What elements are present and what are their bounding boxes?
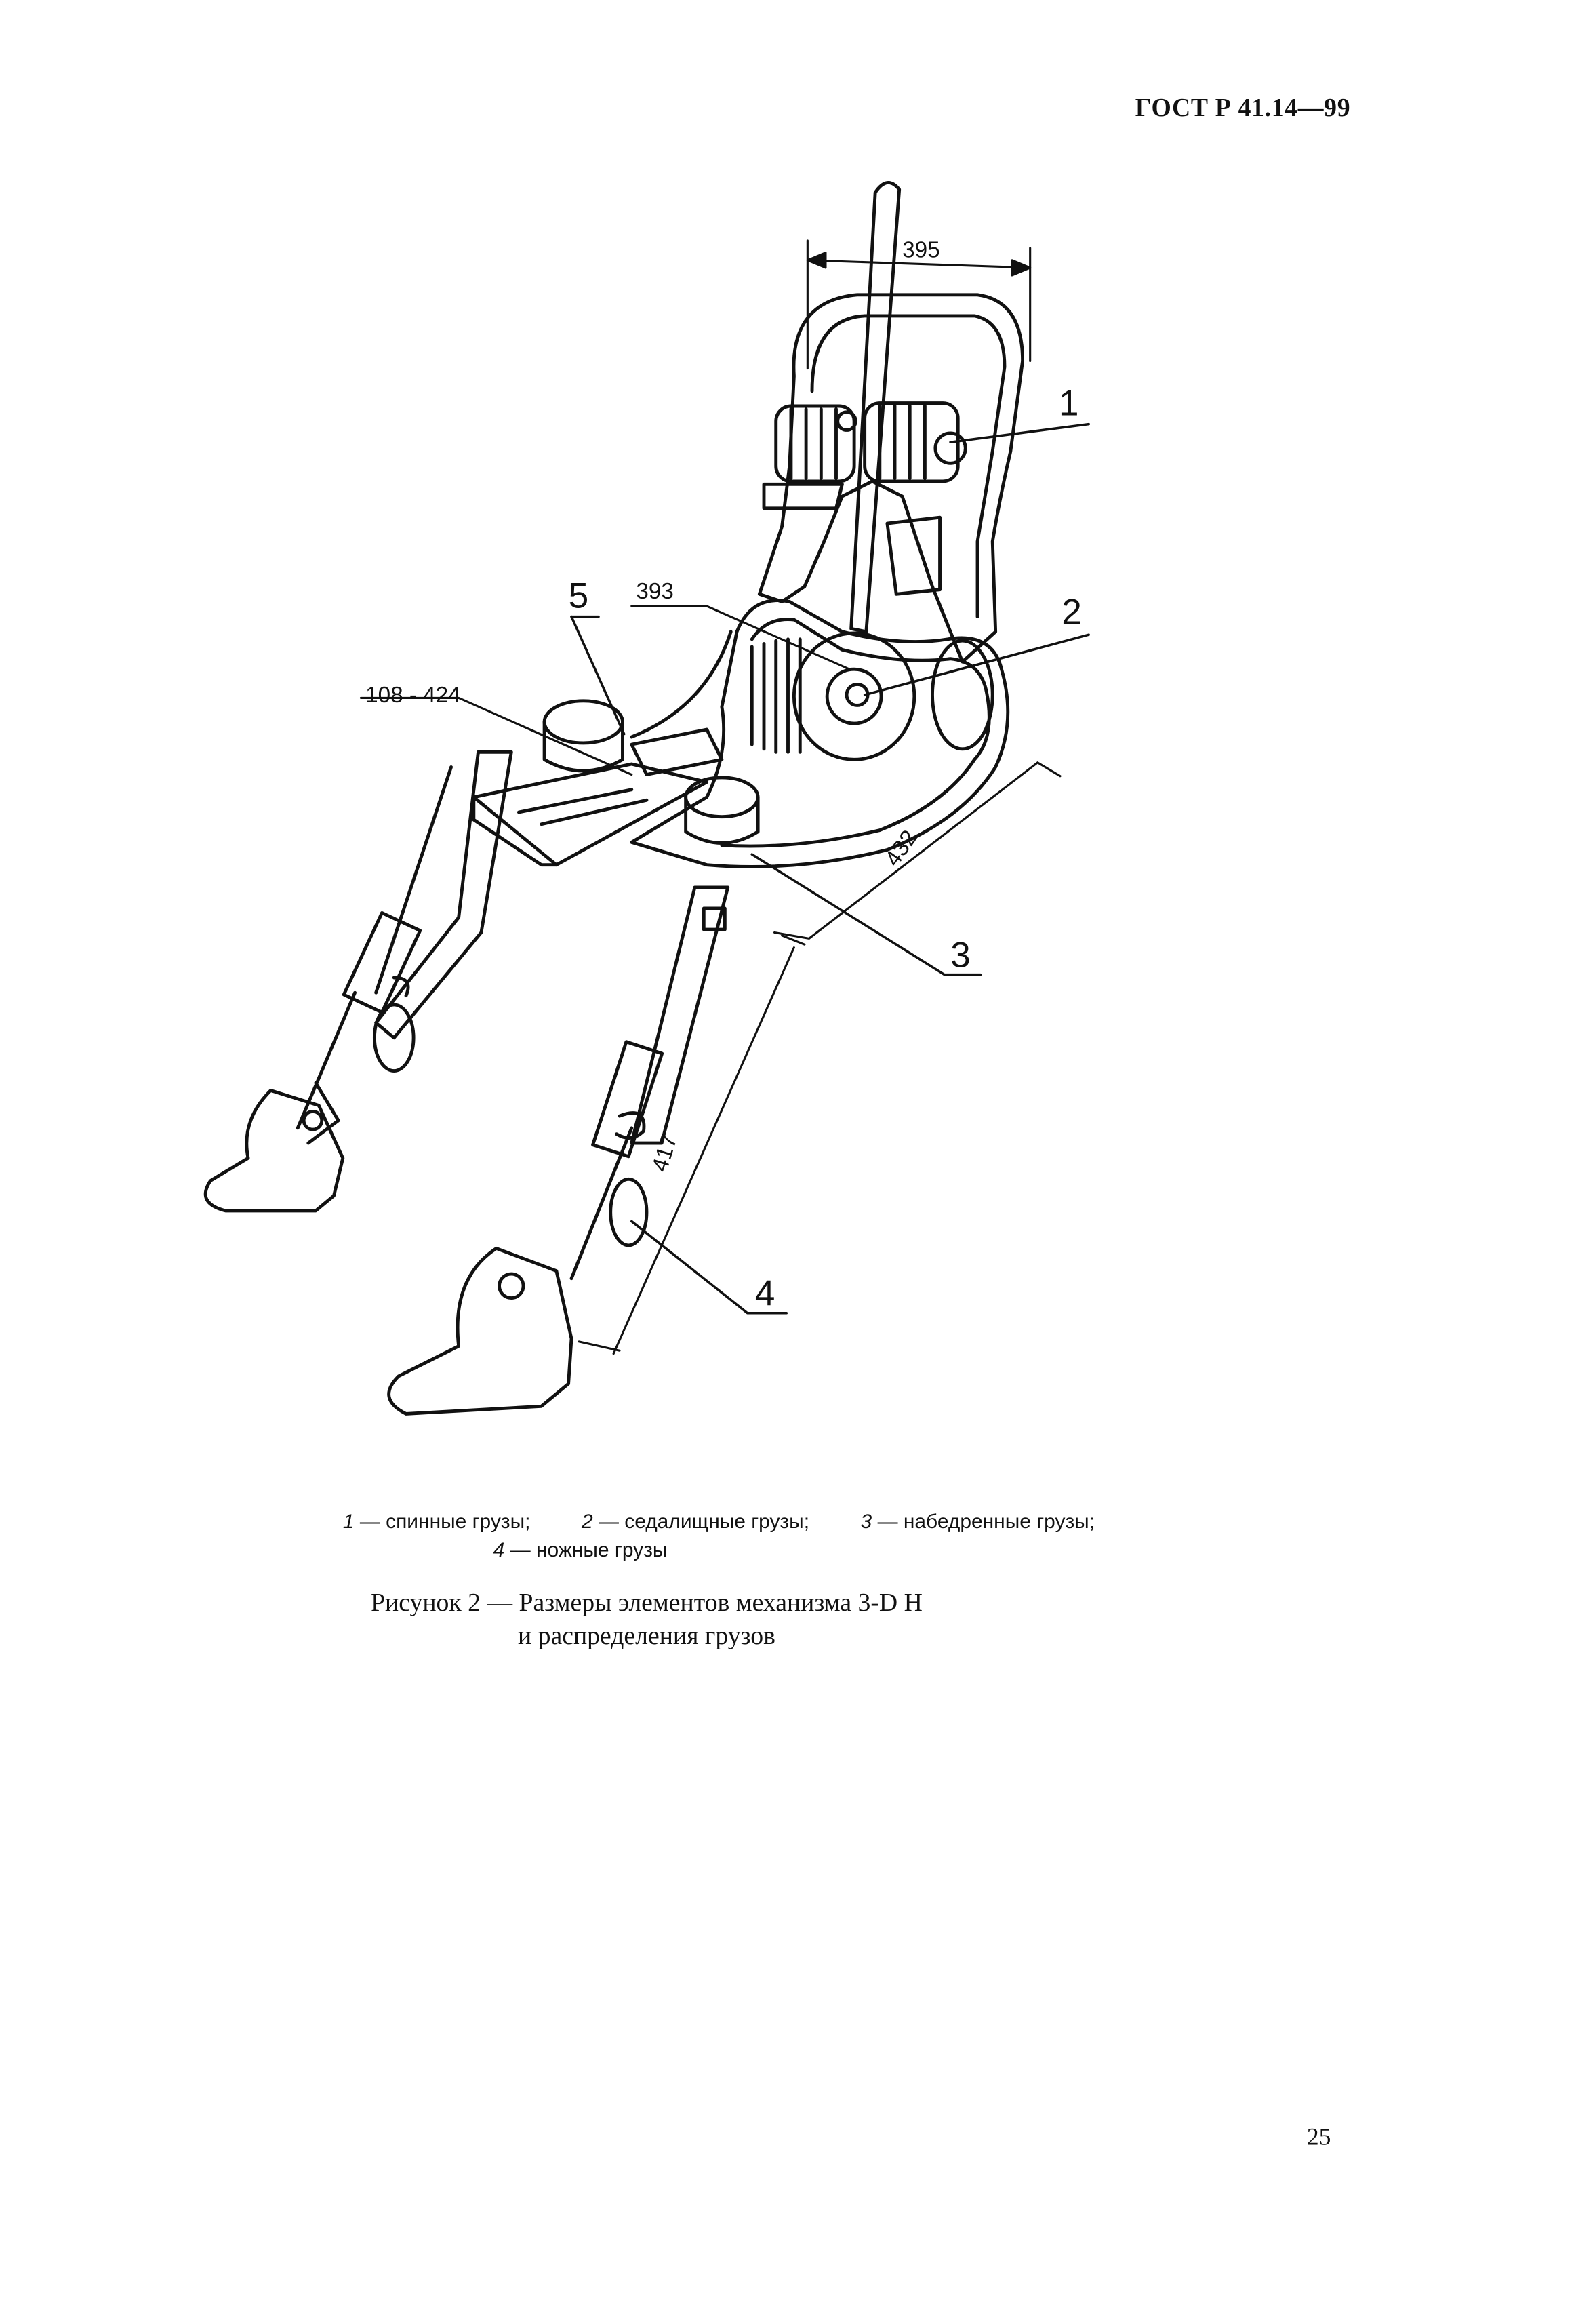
dim-seat-depth: 432 <box>880 825 923 871</box>
legend-item-1: 1 — спинные грузы; <box>342 1510 531 1533</box>
callout-3: 3 <box>950 935 971 976</box>
document-id-header: ГОСТ Р 41.14—99 <box>1135 93 1351 122</box>
page-number: 25 <box>1306 2125 1331 2151</box>
figure-legend <box>343 1507 1095 1564</box>
caption-line-1: Рисунок 2 — Размеры элементов механизма 3-D H <box>371 1588 923 1617</box>
back-weights <box>776 403 966 481</box>
dim-leg-length: 417 <box>647 1131 683 1175</box>
dim-back-width: 395 <box>902 237 940 263</box>
dim-thigh-range: 108 - 424 <box>365 683 461 708</box>
legend-item-3: 3 — набедренные грузы; <box>860 1510 1095 1533</box>
caption-line-2: и распределения грузов <box>517 1621 775 1650</box>
legend-item-2: 2 — седалищные грузы; <box>581 1510 810 1533</box>
callout-4: 4 <box>754 1273 775 1314</box>
seat-weights <box>752 633 992 759</box>
callout-1: 1 <box>1058 383 1079 424</box>
figure-caption <box>270 1587 1022 1654</box>
left-leg <box>205 752 511 1211</box>
callout-leaders <box>568 424 1089 1313</box>
callout-2: 2 <box>1062 592 1082 633</box>
legend-item-4: 4 — ножные грузы <box>493 1538 668 1561</box>
dim-seat-thigh: 393 <box>636 578 674 604</box>
thigh-weights <box>544 701 758 843</box>
callout-5: 5 <box>568 576 589 616</box>
